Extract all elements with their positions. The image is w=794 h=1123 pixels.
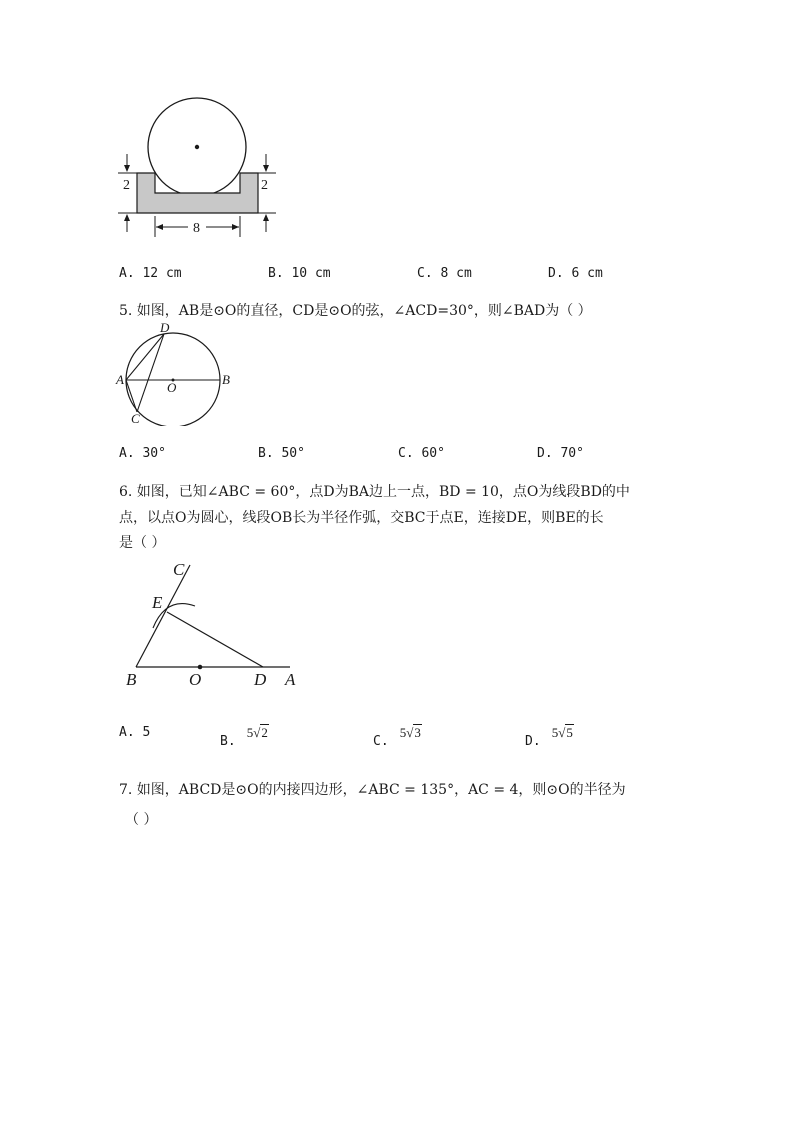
- q4-option-c: C. 8 cm: [417, 266, 472, 281]
- q5-figure: [112, 320, 236, 426]
- q6-option-b-value: 5√2: [246, 725, 268, 740]
- q4-figure: [110, 94, 290, 242]
- q6-stem-line1: 6. 如图，已知∠ABC = 60°，点D为BA边上一点，BD = 10，点O为线段BD的中: [119, 484, 630, 500]
- q7-stem-line2: （ ）: [125, 812, 158, 828]
- q6-option-a: A. 5: [119, 725, 151, 740]
- q6-option-c-prefix: C.: [373, 734, 389, 749]
- q6-option-b: [220, 722, 269, 749]
- q4-option-b: B. 10 cm: [268, 266, 331, 281]
- q5-label-c: C: [131, 411, 140, 426]
- q4-groove: [137, 173, 258, 213]
- q6-label-e: E: [152, 593, 163, 612]
- q6-stem-line3: 是（ ）: [119, 535, 166, 551]
- q6-option-b-prefix: B.: [220, 734, 236, 749]
- q5-chord-ac: [126, 380, 137, 412]
- q6-ray-bc: [136, 565, 190, 667]
- q6-option-c: [373, 722, 422, 749]
- q6-stem-line2: 点，以点O为圆心，线段OB长为半径作弧，交BC于点E，连接DE，则BE的长: [119, 510, 604, 526]
- q7-stem-line1: 7. 如图，ABCD是⊙O的内接四边形，∠ABC = 135°，AC = 4，则⊙O的半径为: [119, 782, 626, 798]
- q5-option-c: C. 60°: [398, 446, 445, 461]
- q5-label-a: A: [116, 372, 124, 387]
- q4-center-dot: [195, 145, 199, 149]
- q4-option-d: D. 6 cm: [548, 266, 603, 281]
- q4-dim-right: 2: [261, 178, 268, 193]
- q4-dim-left: 2: [123, 178, 130, 193]
- q6-option-d-prefix: D.: [525, 734, 541, 749]
- q6-option-d-value: 5√5: [551, 725, 573, 740]
- q6-label-b: B: [126, 670, 137, 689]
- q5-stem: 5. 如图，AB是⊙O的直径，CD是⊙O的弦，∠ACD=30°，则∠BAD为（ ）: [119, 303, 592, 319]
- q6-segment-de: [167, 612, 263, 667]
- q5-label-o: O: [167, 380, 177, 395]
- q6-label-a: A: [285, 670, 296, 689]
- q6-label-o: O: [189, 670, 202, 689]
- q4-option-a: A. 12 cm: [119, 266, 182, 281]
- q6-label-d: D: [254, 670, 267, 689]
- q5-option-b: B. 50°: [258, 446, 305, 461]
- q5-option-d: D. 70°: [537, 446, 584, 461]
- q5-option-a: A. 30°: [119, 446, 166, 461]
- q5-label-b: B: [222, 372, 230, 387]
- q6-option-d: [525, 722, 574, 749]
- q6-point-o: [198, 665, 203, 670]
- q4-dim-bottom: 8: [193, 221, 200, 236]
- q6-label-c: C: [173, 560, 185, 579]
- q6-option-c-value: 5√3: [399, 725, 421, 740]
- q6-figure: [120, 556, 310, 690]
- q5-label-d: D: [160, 320, 170, 335]
